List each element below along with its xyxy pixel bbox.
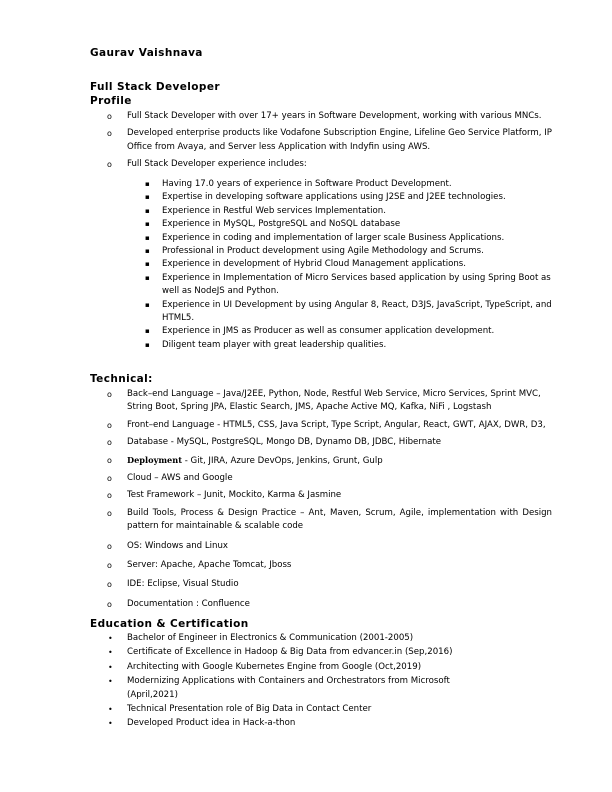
technical-item: o Back–end Language – Java/J2EE, Python, Node, Restful Web Service, Micro Services, Sprint MVC, String Boot, Spring JPA, Elastic Search, JMS, Apache Active MQ, Kafka, NiFi , Logstash — [107, 389, 541, 413]
technical-item: o Front–end Language - HTML5, CSS, Java Script, Type Script, Angular, React, GWT, AJAX, DWR, D3, — [90, 419, 552, 432]
education-heading: Education & Certification — [90, 618, 249, 630]
square-bullet-icon: ▪ — [145, 340, 150, 349]
circle-bullet-icon: o — [107, 390, 112, 399]
technical-item: o Cloud – AWS and Google — [90, 472, 552, 485]
square-bullet-icon: ▪ — [145, 273, 150, 282]
bullet-icon: • — [108, 705, 113, 715]
experience-item: ▪ Experience in MySQL, PostgreSQL and NoSQL database — [90, 218, 552, 231]
technical-heading: Technical: — [90, 373, 153, 385]
candidate-name: Gaurav Vaishnava — [90, 47, 203, 59]
profile-item: o Full Stack Developer with over 17+ years in Software Development, working with various MNCs. — [90, 110, 552, 123]
profile-heading: Profile — [90, 95, 132, 107]
technical-item: o Build Tools, Process & Design Practice – Ant, Maven, Scrum, Agile, implementation with Design pattern for maintainable & scalable code — [107, 507, 552, 532]
circle-bullet-icon: o — [107, 561, 112, 571]
profile-item: o Full Stack Developer experience includes: — [90, 158, 552, 171]
technical-item: o Test Framework – Junit, Mockito, Karma & Jasmine — [90, 489, 552, 502]
square-bullet-icon: ▪ — [145, 180, 150, 188]
square-bullet-icon: ▪ — [145, 247, 150, 256]
deployment-label: Deployment — [127, 454, 182, 465]
circle-bullet-icon: o — [107, 438, 112, 448]
bullet-icon: • — [108, 662, 113, 672]
profile-item: o Developed enterprise products like Vodafone Subscription Engine, Lifeline Geo Service Platform, IP Office from Avaya, and Server less Application with Indyfin using AWS. — [107, 128, 552, 152]
circle-bullet-icon: o — [107, 420, 112, 430]
technical-item: o Documentation : Confluence — [90, 598, 552, 611]
job-title: Full Stack Developer — [90, 81, 220, 93]
experience-list — [90, 178, 552, 352]
bullet-icon: • — [108, 648, 113, 658]
square-bullet-icon: ▪ — [145, 220, 150, 229]
education-item: • Modernizing Applications with Containers and Orchestrators from Microsoft (April,2021) — [108, 676, 450, 700]
experience-item: ▪ Experience in coding and implementation of larger scale Business Applications. — [90, 232, 552, 245]
circle-bullet-icon: o — [107, 508, 112, 518]
education-item: • Bachelor of Engineer in Electronics & Communication (2001-2005) — [90, 632, 490, 645]
experience-item: ▪ Experience in JMS as Producer as well as consumer application development. — [90, 325, 552, 338]
square-bullet-icon: ▪ — [145, 327, 150, 336]
bullet-icon: • — [108, 719, 113, 729]
circle-bullet-icon: o — [107, 455, 112, 465]
technical-item-deployment: o Deployment - Git, JIRA, Azure DevOps, Jenkins, Grunt, Gulp — [107, 454, 383, 466]
experience-item: ▪ Having 17.0 years of experience in Software Product Development. — [90, 178, 552, 191]
profile-list — [90, 110, 552, 172]
circle-bullet-icon: o — [107, 474, 112, 484]
technical-item: o OS: Windows and Linux — [90, 540, 552, 553]
experience-item: ▪ Expertise in developing software applications using J2SE and J2EE technologies. — [90, 191, 552, 204]
experience-item: ▪ Experience in UI Development by using Angular 8, React, D3JS, JavaScript, TypeScript, and HTML5. — [145, 299, 552, 324]
experience-item: ▪ Experience in Restful Web services Implementation. — [90, 205, 552, 218]
education-item: • Technical Presentation role of Big Data in Contact Center — [90, 703, 490, 716]
square-bullet-icon: ▪ — [145, 300, 150, 309]
circle-bullet-icon: o — [107, 541, 112, 551]
technical-item: o Database - MySQL, PostgreSQL, Mongo DB, Dynamo DB, JDBC, Hibernate — [90, 436, 552, 449]
bullet-icon: • — [108, 634, 113, 643]
technical-list — [90, 388, 552, 611]
square-bullet-icon: ▪ — [145, 260, 150, 269]
circle-bullet-icon: o — [107, 129, 112, 139]
circle-bullet-icon: o — [107, 599, 112, 609]
experience-item: ▪ Diligent team player with great leadership qualities. — [90, 339, 552, 352]
education-list — [90, 632, 490, 731]
square-bullet-icon: ▪ — [145, 206, 150, 215]
education-item: • Architecting with Google Kubernetes Engine from Google (Oct,2019) — [90, 661, 490, 674]
experience-item: ▪ Professional in Product development using Agile Methodology and Scrums. — [90, 245, 552, 258]
education-item: • Certificate of Excellence in Hadoop & Big Data from edvancer.in (Sep,2016) — [90, 646, 490, 659]
experience-item: ▪ Experience in Implementation of Micro Services based application by using Spring Boot as well as NodeJS and Python. — [145, 272, 551, 297]
experience-item: ▪ Experience in development of Hybrid Cloud Management applications. — [90, 258, 552, 271]
technical-item: o IDE: Eclipse, Visual Studio — [90, 578, 552, 591]
circle-bullet-icon: o — [107, 580, 112, 590]
circle-bullet-icon: o — [107, 160, 112, 170]
square-bullet-icon: ▪ — [145, 233, 150, 242]
circle-bullet-icon: o — [107, 491, 112, 501]
technical-item: o Server: Apache, Apache Tomcat, Jboss — [90, 559, 552, 572]
circle-bullet-icon: o — [107, 112, 112, 121]
bullet-icon: • — [108, 677, 113, 687]
square-bullet-icon: ▪ — [145, 193, 150, 202]
education-item: • Developed Product idea in Hack-a-thon — [90, 717, 490, 730]
